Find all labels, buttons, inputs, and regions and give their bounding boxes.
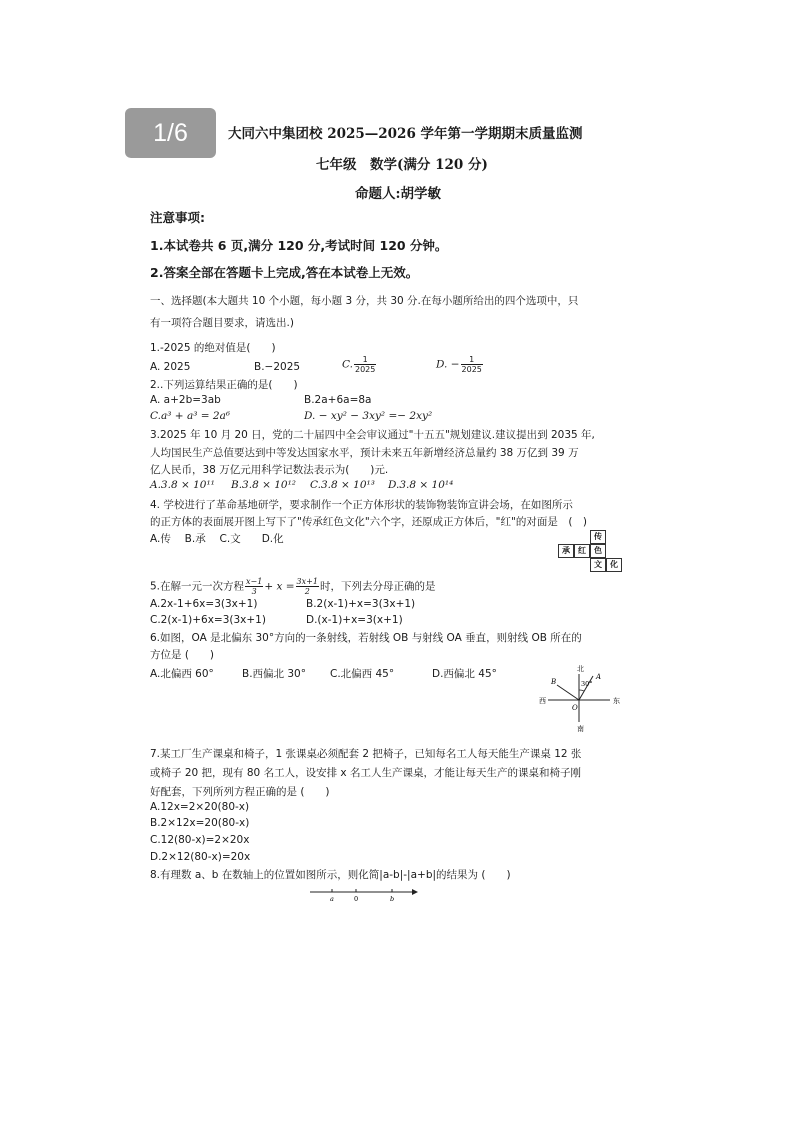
page-number-badge: 1/6 [125,108,216,158]
q3-line1: 3.2025 年 10 月 20 日，党的二十届四中全会审议通过"十五五"规划建议.建议提出到 2035 年, [150,429,595,441]
notes-item-1: 1.本试卷共 6 页,满分 120 分,考试时间 120 分钟。 [150,238,448,253]
q1-option-c-label: C. [342,358,353,371]
q8-stem: 8.有理数 a、b 在数轴上的位置如图所示，则化简|a-b|-|a+b|的结果为 ( ) [150,869,511,881]
number-line-figure [308,884,420,904]
net-cell: 红 [574,544,590,558]
q7-option-c: C.12(80-x)=2×20x [150,834,250,846]
q7-option-a: A.12x=2×20(80-x) [150,801,250,813]
q5-stem-post: 时，下列去分母正确的是 [319,580,436,593]
point-o-label: O [572,704,578,712]
q6-line1: 6.如图，OA 是北偏东 30°方向的一条射线，若射线 OB 与射线 OA 垂直，则射线 OB 所在的 [150,632,582,644]
q2-option-c: C.a³ + a³ = 2a⁶ [150,410,231,422]
q5-option-d: D.(x-1)+x=3(x+1) [306,614,403,626]
q1-option-c [342,355,377,374]
compass-figure [536,660,626,732]
exam-subtitle: 七年级 数学(满分 120 分) [316,157,488,173]
number-line-arrow [412,889,418,895]
point-b-label: B [551,678,557,686]
net-cell: 承 [558,544,574,558]
q7-line2: 或椅子 20 把，现有 80 名工人，设安排 x 名工人生产课桌，才能让每天生产的课桌和椅子刚 [150,767,581,779]
q2-option-d: D. − xy² − 3xy² =− 2xy² [304,410,433,422]
label-zero: 0 [354,895,359,903]
q5-stem [150,577,435,596]
north-label: 北 [577,665,584,673]
q6-option-b: B.西偏北 30° [242,668,306,680]
q6-line2: 方位是 ( ) [150,649,215,661]
q4-line1: 4. 学校进行了革命基地研学，要求制作一个正方体形状的装饰物装饰宣讲会场，在如图所示 [150,499,573,511]
q2-option-a: A. a+2b=3ab [150,394,221,406]
q7-option-b: B.2×12x=20(80-x) [150,817,250,829]
q6-option-d: D.西偏北 45° [432,668,497,680]
q1-stem: 1.-2025 的绝对值是( ) [150,342,276,354]
q4-options: A.传 B.承 C.文 D.化 [150,533,284,545]
section-instruction-line1: 一、选择题(本大题共 10 个小题，每小题 3 分，共 30 分.在每小题所给出的四个选项中，只 [150,295,579,307]
q5-frac2-num: 3x+1 [296,577,318,586]
q5-stem-pre: 5.在解一元一次方程 [150,580,245,593]
east-label: 东 [613,697,620,705]
q2-option-b: B.2a+6a=8a [304,394,372,406]
ray-ob [557,685,579,700]
q2-stem: 2..下列运算结果正确的是( ) [150,379,298,391]
net-cell: 色 [590,544,606,558]
q5-option-b: B.2(x-1)+x=3(3x+1) [306,598,416,610]
q5-stem-mid: + x = [264,580,295,593]
q3-option-c: C.3.8 × 10¹³ [310,479,375,491]
west-label: 西 [539,697,546,705]
q7-option-d: D.2×12(80-x)=20x [150,851,251,863]
q3-line3: 亿人民币，38 万亿元用科学记数法表示为( )元. [150,464,389,476]
label-b: b [390,895,395,903]
angle-label: 30° [581,680,593,688]
q4-line2: 的正方体的表面展开图上写下了"传承红色文化"六个字，还原成正方体后，"红"的对面是 ( ) [150,516,588,528]
q7-line1: 7.某工厂生产课桌和椅子，1 张课桌必须配套 2 把椅子，已知每名工人每天能生产课桌 12 张 [150,748,582,760]
q1-option-a: A. 2025 [150,361,191,373]
q6-option-a: A.北偏西 60° [150,668,214,680]
q1-option-d [436,355,484,374]
q1-option-d-label: D. − [436,358,460,371]
label-a: a [330,895,334,903]
q5-frac1-den: 3 [251,587,257,596]
q3-line2: 人均国民生产总值要达到中等发达国家水平，预计未来五年新增经济总量约 38 万亿到 39 万 [150,447,579,459]
point-a-label: A [596,673,602,681]
q5-frac2-den: 2 [304,587,310,596]
q1-d-numerator: 1 [461,355,483,365]
q1-option-b: B.−2025 [254,361,301,373]
q6-option-c: C.北偏西 45° [330,668,395,680]
angle-arc [579,690,584,691]
exam-author: 命题人:胡学敏 [355,186,441,202]
section-instruction-line2: 有一项符合题目要求，请选出.) [150,317,294,329]
net-cell: 文 [590,558,606,572]
q1-c-numerator: 1 [354,355,376,365]
q3-option-d: D.3.8 × 10¹⁴ [388,479,454,491]
notes-item-2: 2.答案全部在答题卡上完成,答在本试卷上无效。 [150,265,419,280]
notes-heading: 注意事项: [150,210,205,225]
q3-option-a: A.3.8 × 10¹¹ [150,479,215,491]
q3-option-b: B.3.8 × 10¹² [231,479,297,491]
q1-c-denominator: 2025 [355,365,376,374]
south-label: 南 [577,725,584,732]
exam-title: 大同六中集团校 2025—2026 学年第一学期期末质量监测 [228,126,583,142]
q7-line3: 好配套，下列所列方程正确的是 ( ) [150,786,330,798]
q1-d-denominator: 2025 [461,365,482,374]
net-cell: 传 [590,530,606,544]
net-cell: 化 [606,558,622,572]
q5-option-c: C.2(x-1)+6x=3(3x+1) [150,614,266,626]
q5-frac1-num: x−1 [246,577,263,586]
q5-option-a: A.2x-1+6x=3(3x+1) [150,598,258,610]
